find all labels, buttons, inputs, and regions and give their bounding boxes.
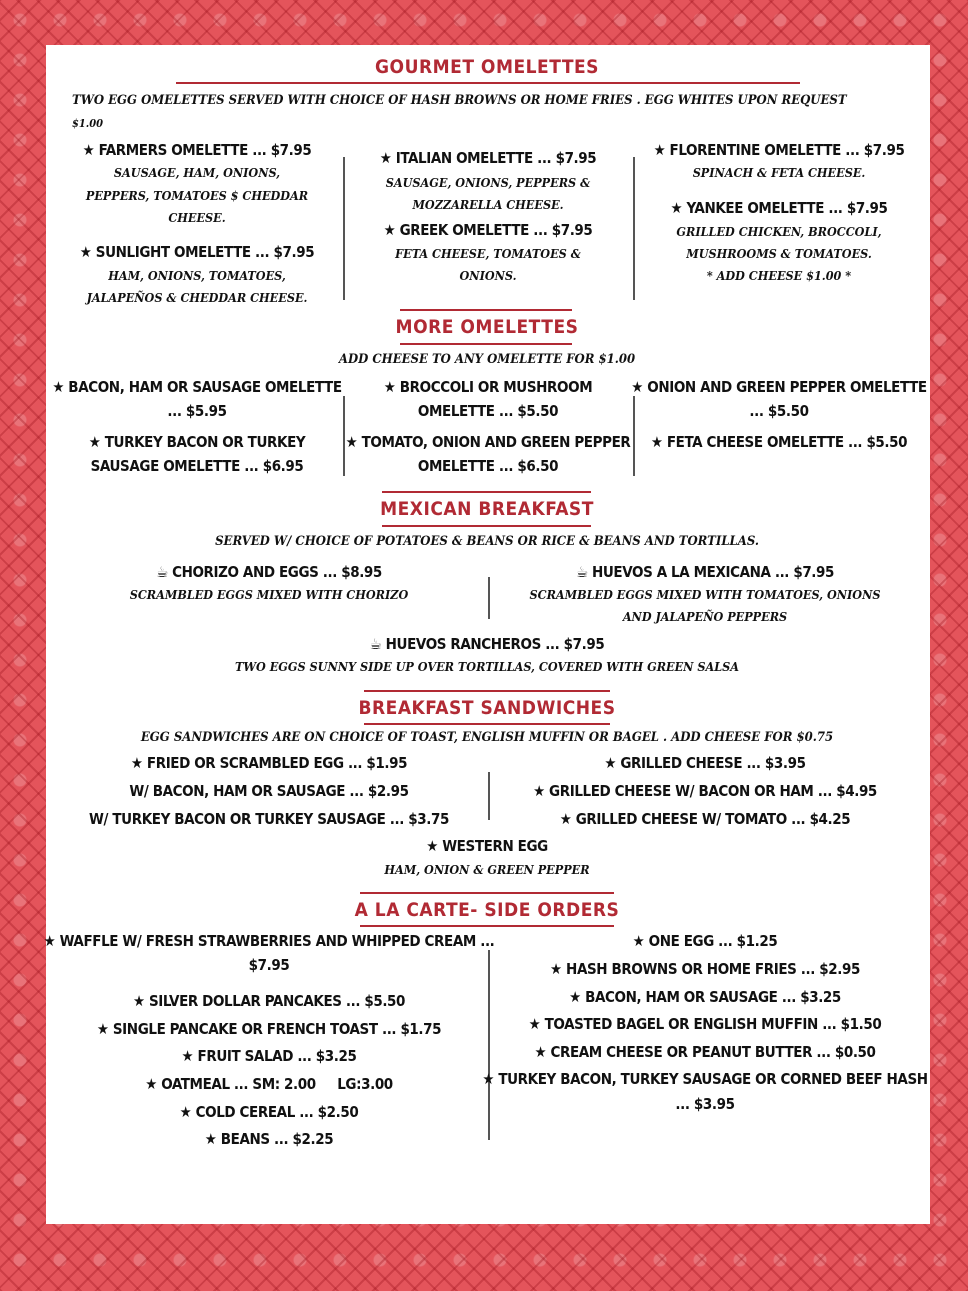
menu-item: ★ OATMEAL ... SM: 2.00 LG:3.00 (145, 1075, 393, 1093)
column-divider (488, 950, 490, 1140)
item-description: PEPPERS, TOMATOES $ CHEDDAR (85, 188, 309, 203)
divider (382, 491, 591, 493)
section-title-mexican: MEXICAN BREAKFAST (380, 498, 594, 520)
menu-item: ★ SILVER DOLLAR PANCAKES ... $5.50 (132, 992, 406, 1010)
menu-item: ★ GRILLED CHEESE W/ BACON OR HAM ... $4.95 (533, 782, 877, 800)
divider (364, 723, 610, 725)
divider (382, 525, 591, 527)
column-divider (343, 396, 345, 476)
menu-item: ... $3.95 (675, 1095, 735, 1113)
item-description: HAM, ONION & GREEN PEPPER (384, 862, 590, 877)
divider (360, 892, 614, 894)
item-description: * ADD CHEESE $1.00 * (706, 268, 852, 283)
menu-item: ★ FETA CHEESE OMELETTE ... $5.50 (650, 433, 908, 451)
divider (364, 690, 610, 692)
item-description: GRILLED CHICKEN, BROCCOLI, (676, 224, 882, 239)
menu-item: ☕ HUEVOS RANCHEROS ... $7.95 (369, 635, 605, 653)
menu-item: ★ TURKEY BACON OR TURKEY (88, 433, 306, 451)
item-description: SCRAMBLED EGGS MIXED WITH TOMATOES, ONIONS (529, 587, 881, 602)
item-description: JALAPEÑOS & CHEDDAR CHEESE. (86, 290, 308, 305)
menu-item: ☕ HUEVOS A LA MEXICANA ... $7.95 (575, 563, 835, 581)
menu-item: ★ ONION AND GREEN PEPPER OMELETTE (631, 378, 927, 396)
divider (400, 309, 572, 311)
menu-item: ★ FARMERS OMELETTE ... $7.95 (82, 141, 312, 159)
item-description: SAUSAGE, ONIONS, PEPPERS & (385, 175, 591, 190)
column-divider (633, 157, 635, 300)
section-note: EGG SANDWICHES ARE ON CHOICE OF TOAST, ENGLISH MUFFIN OR BAGEL . ADD CHEESE FOR $0.75 (140, 730, 834, 745)
column-divider (488, 577, 490, 619)
item-description: HAM, ONIONS, TOMATOES, (108, 268, 286, 283)
menu-item: ★ HASH BROWNS OR HOME FRIES ... $2.95 (550, 960, 860, 978)
item-description: MOZZARELLA CHEESE. (412, 197, 564, 212)
section-note: ADD CHEESE TO ANY OMELETTE FOR $1.00 (338, 352, 636, 367)
menu-item: ★ SINGLE PANCAKE OR FRENCH TOAST ... $1.75 (96, 1020, 442, 1038)
section-title-sandwiches: BREAKFAST SANDWICHES (358, 697, 616, 719)
menu-item: ★ FLORENTINE OMELETTE ... $7.95 (653, 141, 905, 159)
menu-item: ★ TOMATO, ONION AND GREEN PEPPER (345, 433, 631, 451)
item-description: SAUSAGE, HAM, ONIONS, (113, 165, 281, 180)
menu-item: ... $5.50 (749, 402, 809, 420)
menu-item: OMELETTE ... $5.50 (417, 402, 559, 420)
menu-item: $7.95 (248, 956, 290, 974)
item-description: FETA CHEESE, TOMATOES & (395, 246, 581, 261)
column-divider (343, 157, 345, 300)
menu-item: ... $5.95 (167, 402, 227, 420)
item-description: CHEESE. (168, 210, 226, 225)
divider (400, 343, 572, 345)
menu-item: ★ WESTERN EGG (426, 837, 548, 855)
menu-item: ★ GREEK OMELETTE ... $7.95 (383, 221, 593, 239)
item-description: TWO EGGS SUNNY SIDE UP OVER TORTILLAS, COVERED WITH GREEN SALSA (235, 659, 739, 674)
menu-item: ★ BEANS ... $2.25 (204, 1130, 334, 1148)
menu-item: ★ BACON, HAM OR SAUSAGE OMELETTE (52, 378, 342, 396)
column-divider (633, 396, 635, 476)
menu-item: ☕ CHORIZO AND EGGS ... $8.95 (156, 563, 382, 581)
menu-item: ★ SUNLIGHT OMELETTE ... $7.95 (79, 243, 315, 261)
menu-item: ★ COLD CEREAL ... $2.50 (179, 1103, 359, 1121)
menu-item: ★ GRILLED CHEESE ... $3.95 (604, 754, 806, 772)
menu-item: ★ TOASTED BAGEL OR ENGLISH MUFFIN ... $1.50 (528, 1015, 882, 1033)
menu-item: ★ GRILLED CHEESE W/ TOMATO ... $4.25 (559, 810, 851, 828)
section-title-more: MORE OMELETTES (395, 316, 579, 338)
menu-item: OMELETTE ... $6.50 (417, 457, 559, 475)
menu-item: ★ BACON, HAM OR SAUSAGE ... $3.25 (569, 988, 841, 1006)
item-description: ONIONS. (459, 268, 517, 283)
menu-item: ★ YANKEE OMELETTE ... $7.95 (670, 199, 888, 217)
divider (176, 82, 800, 84)
menu-item: ★ WAFFLE W/ FRESH STRAWBERRIES AND WHIPPED CREAM ... (43, 932, 495, 950)
menu-item: ★ ITALIAN OMELETTE ... $7.95 (379, 149, 597, 167)
menu-item: ★ ONE EGG ... $1.25 (632, 932, 778, 950)
menu-item: SAUSAGE OMELETTE ... $6.95 (90, 457, 304, 475)
menu-item: W/ TURKEY BACON OR TURKEY SAUSAGE ... $3.75 (89, 810, 449, 828)
menu-item: ★ BROCCOLI OR MUSHROOM (383, 378, 593, 396)
menu-item: ★ FRUIT SALAD ... $3.25 (181, 1047, 357, 1065)
item-description: AND JALAPEÑO PEPPERS (622, 609, 788, 624)
item-description: SPINACH & FETA CHEESE. (692, 165, 866, 180)
section-note: TWO EGG OMELETTES SERVED WITH CHOICE OF HASH BROWNS OR HOME FRIES . EGG WHITES UPON REQUEST (72, 93, 847, 108)
item-description: MUSHROOMS & TOMATOES. (686, 246, 872, 261)
section-title-sides: A LA CARTE- SIDE ORDERS (354, 899, 620, 921)
menu-item: W/ BACON, HAM OR SAUSAGE ... $2.95 (129, 782, 409, 800)
section-note: SERVED W/ CHOICE OF POTATOES & BEANS OR RICE & BEANS AND TORTILLAS. (215, 534, 759, 549)
section-note: $1.00 (72, 117, 103, 130)
section-title-gourmet: GOURMET OMELETTES (375, 56, 599, 78)
menu-item: ★ CREAM CHEESE OR PEANUT BUTTER ... $0.50 (534, 1043, 876, 1061)
column-divider (488, 772, 490, 820)
menu-item: ★ FRIED OR SCRAMBLED EGG ... $1.95 (130, 754, 408, 772)
divider (360, 925, 614, 927)
menu-item: ★ TURKEY BACON, TURKEY SAUSAGE OR CORNED BEEF HASH (482, 1070, 928, 1088)
item-description: SCRAMBLED EGGS MIXED WITH CHORIZO (129, 587, 409, 602)
